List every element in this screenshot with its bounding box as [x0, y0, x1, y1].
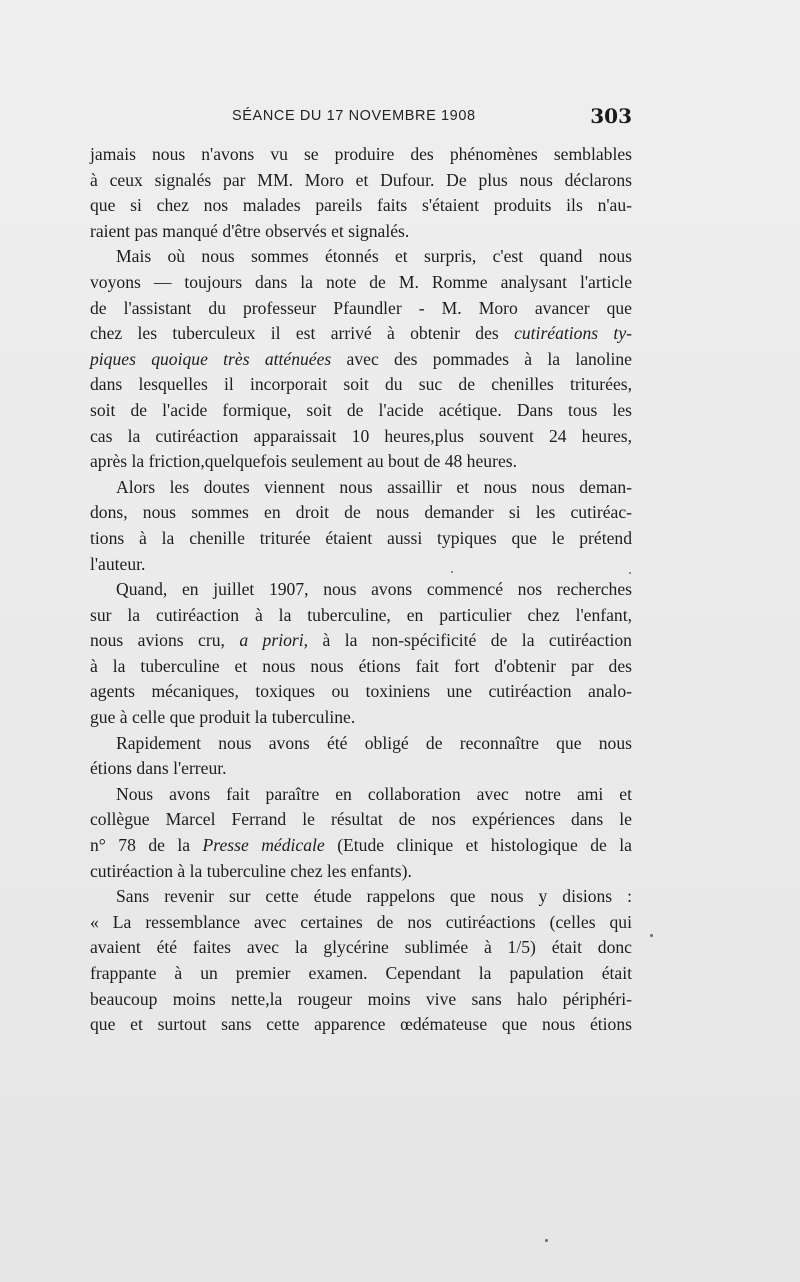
text-fragment: dons, nous sommes en droit de nous demander si les cutiréac-	[90, 502, 632, 523]
text-fragment: jamais nous n'avons vu se produire des phénomènes semblables	[90, 144, 632, 164]
text-fragment: que et surtout sans cette apparence œdémateuse que nous étions	[90, 1014, 632, 1035]
text-line	[90, 347, 632, 373]
text-line	[90, 628, 632, 654]
text-line	[90, 935, 632, 961]
paper-speck	[451, 571, 453, 573]
text-fragment: après la friction,quelquefois seulement au bout de 48 heures.	[90, 451, 518, 472]
text-line	[90, 603, 632, 629]
text-line	[90, 372, 632, 398]
italic-phrase: Presse médicale	[202, 835, 325, 856]
text-fragment: Quand, en juillet 1907, nous avons commencé nos recherches	[116, 579, 632, 600]
text-fragment: Nous avons fait paraître en collaboration avec notre ami et	[116, 783, 632, 804]
text-fragment: gue à celle que produit la tuberculine.	[90, 707, 356, 728]
italic-phrase: cutiréations ty-	[514, 323, 632, 344]
text-line	[90, 475, 632, 501]
text-fragment: que si chez nos malades pareils faits s'étaient produits ils n'au-	[90, 195, 632, 216]
text-line	[90, 424, 632, 450]
text-fragment: dans lesquelles il incorporait soit du suc de chenilles triturées,	[90, 374, 632, 395]
text-fragment: n° 78 de la	[90, 835, 191, 856]
text-fragment: soit de l'acide formique, soit de l'acide acétique. Dans tous les	[90, 399, 632, 420]
text-fragment: de l'assistant du professeur Pfaundler - M. Moro avancer que	[90, 297, 632, 318]
text-fragment: Sans revenir sur cette étude rappelons que nous y disions :	[116, 886, 632, 907]
paper-speck	[629, 572, 631, 574]
text-fragment: nous avions cru,	[90, 630, 225, 651]
text-fragment: étions dans l'erreur.	[90, 758, 227, 779]
text-line	[90, 193, 632, 219]
text-line	[90, 782, 632, 808]
text-line	[90, 321, 632, 347]
text-line	[90, 219, 632, 245]
text-line	[90, 654, 632, 680]
text-fragment: cas la cutiréaction apparaissait 10 heures,plus souvent 24 heures,	[90, 425, 632, 446]
text-fragment: l'auteur.	[90, 553, 146, 574]
text-fragment: collègue Marcel Ferrand le résultat de nos expériences dans le	[90, 809, 632, 830]
text-line	[90, 296, 632, 322]
page-number: 303	[590, 104, 632, 128]
italic-phrase: piques quoique très atténuées	[90, 348, 332, 369]
text-fragment: raient pas manqué d'être observés et signalés.	[90, 220, 410, 241]
text-line	[90, 552, 632, 578]
text-fragment: Alors les doutes viennent nous assaillir et nous nous deman-	[116, 476, 632, 497]
text-line	[90, 961, 632, 987]
italic-phrase: a priori,	[239, 630, 309, 651]
text-fragment: agents mécaniques, toxiques ou toxiniens une cutiréaction analo-	[90, 681, 632, 702]
body-text	[90, 142, 632, 1038]
paper-speck	[650, 934, 653, 937]
text-fragment: sur la cutiréaction à la tuberculine, en particulier chez l'enfant,	[90, 604, 632, 625]
text-line	[90, 142, 632, 168]
text-line	[90, 168, 632, 194]
text-fragment: chez les tuberculeux il est arrivé à obtenir des	[90, 323, 499, 344]
paper-speck	[545, 1239, 548, 1242]
text-fragment: avaient été faites avec la glycérine sublimée à 1/5) était donc	[90, 937, 632, 958]
text-fragment: beaucoup moins nette,la rougeur moins vive sans halo périphéri-	[90, 988, 632, 1009]
text-fragment: avec des pommades à la lanoline	[346, 348, 632, 369]
text-line	[90, 705, 632, 731]
text-line	[90, 833, 632, 859]
text-fragment: voyons — toujours dans la note de M. Romme analysant l'article	[90, 271, 632, 292]
text-fragment: Mais où nous sommes étonnés et surpris, c'est quand nous	[116, 246, 632, 267]
text-line	[90, 756, 632, 782]
text-line	[90, 398, 632, 424]
text-fragment: cutiréaction à la tuberculine chez les enfants).	[90, 860, 412, 881]
text-line	[90, 884, 632, 910]
text-line	[90, 859, 632, 885]
text-line	[90, 987, 632, 1013]
text-line	[90, 526, 632, 552]
text-fragment: tions à la chenille triturée étaient aussi typiques que le prétend	[90, 527, 632, 548]
text-fragment: frappante à un premier examen. Cependant la papulation était	[90, 963, 632, 983]
running-title: SÉANCE DU 17 NOVEMBRE 1908	[232, 108, 476, 124]
text-fragment: à la tuberculine et nous nous étions fait fort d'obtenir par des	[90, 655, 632, 676]
text-fragment: (Etude clinique et histologique de la	[337, 835, 632, 856]
text-line	[90, 1012, 632, 1038]
text-line	[90, 910, 632, 936]
text-fragment: à la non-spécificité de la cutiréaction	[322, 630, 632, 651]
text-line	[90, 449, 632, 475]
text-line	[90, 500, 632, 526]
text-fragment: à ceux signalés par MM. Moro et Dufour. De plus nous déclarons	[90, 169, 632, 190]
text-fragment: Rapidement nous avons été obligé de reconnaître que nous	[116, 732, 632, 753]
page-header	[90, 104, 632, 132]
text-line	[90, 807, 632, 833]
text-line	[90, 679, 632, 705]
text-line	[90, 731, 632, 757]
text-line	[90, 244, 632, 270]
text-line	[90, 270, 632, 296]
text-line	[90, 577, 632, 603]
text-fragment: « La ressemblance avec certaines de nos cutiréactions (celles qui	[90, 911, 632, 932]
